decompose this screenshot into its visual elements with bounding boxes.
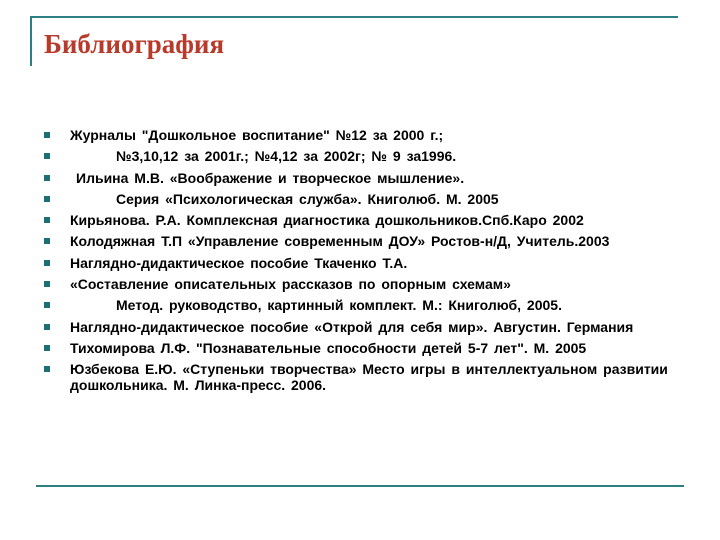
bottom-divider-line — [36, 485, 684, 487]
list-item — [44, 340, 674, 356]
list-item — [44, 212, 674, 228]
list-item — [44, 319, 674, 335]
square-bullet-icon — [44, 153, 50, 159]
list-item — [44, 276, 674, 292]
square-bullet-icon — [44, 217, 50, 223]
list-item — [44, 233, 674, 249]
list-item — [44, 255, 674, 271]
slide-title: Библиография — [44, 29, 225, 59]
square-bullet-icon — [44, 302, 50, 308]
square-bullet-icon — [44, 260, 50, 266]
list-item-text: Журналы "Дошкольное воспитание" №12 за 2000 г.; — [70, 127, 444, 143]
list-item — [44, 191, 674, 207]
square-bullet-icon — [44, 281, 50, 287]
list-item-text: Тихомирова Л.Ф. "Познавательные способности детей 5-7 лет". М. 2005 — [70, 339, 587, 356]
list-item-text: Наглядно-дидактическое пособие «Открой для себя мир». Августин. Германия — [70, 318, 634, 335]
square-bullet-icon — [44, 132, 50, 138]
list-item — [44, 170, 674, 186]
square-bullet-icon — [44, 175, 50, 181]
list-item-text: Кирьянова. Р.А. Комплексная диагностика дошкольников.Спб.Каро 2002 — [70, 212, 584, 229]
bibliography-list — [44, 127, 674, 399]
list-item-text: №3,10,12 за 2001г.; №4,12 за 2002г; № 9 за1996. — [116, 148, 457, 165]
list-item-text: Ильина М.В. «Воображение и творческое мышление». — [76, 169, 465, 186]
list-item — [44, 127, 674, 143]
list-item — [44, 148, 674, 164]
square-bullet-icon — [44, 366, 50, 372]
square-bullet-icon — [44, 345, 50, 351]
square-bullet-icon — [44, 238, 50, 244]
top-divider-line — [30, 16, 678, 18]
list-item-text: «Составление описательных рассказов по опорным схемам» — [70, 276, 511, 293]
list-item — [44, 361, 674, 393]
square-bullet-icon — [44, 196, 50, 202]
square-bullet-icon — [44, 324, 50, 330]
list-item-text: Наглядно-дидактическое пособие Ткаченко Т.А. — [70, 254, 408, 271]
list-item-text: Колодяжная Т.П «Управление современным ДОУ» Ростов-н/Д, Учитель.2003 — [70, 233, 610, 250]
list-item-text: Юзбекова Е.Ю. «Ступеньки творчества» Место игры в интеллектуальном развитии дошкольника. М. Линка-пресс. 2006. — [70, 361, 668, 394]
left-accent-line — [30, 16, 32, 66]
list-item — [44, 297, 674, 313]
list-item-text: Метод. руководство, картинный комплект. М.: Книголюб, 2005. — [116, 297, 562, 314]
list-item-text: Серия «Психологическая служба». Книголюб. М. 2005 — [116, 190, 499, 207]
